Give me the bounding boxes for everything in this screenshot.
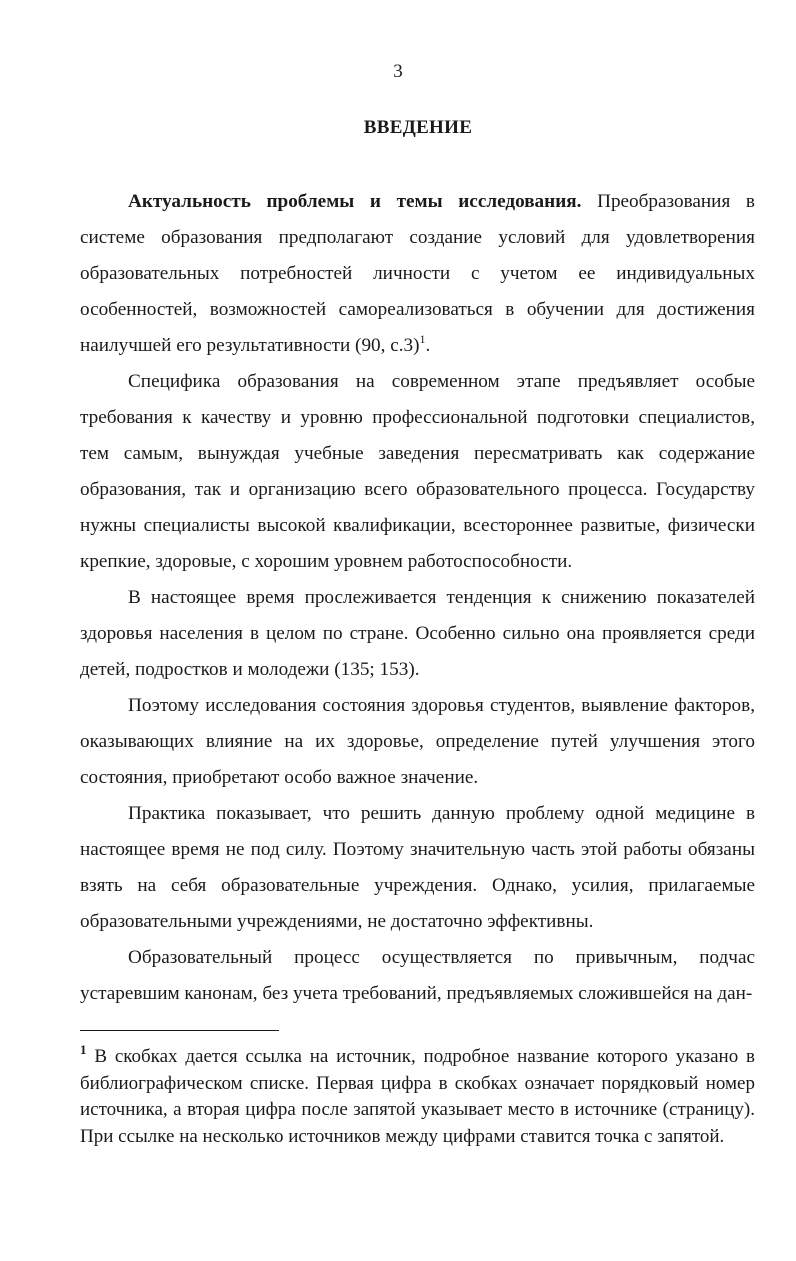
page-number: 3 — [393, 61, 403, 82]
footnote-divider — [80, 1030, 279, 1031]
paragraph-4: Поэтому исследования состояния здоровья студентов, выявление факторов, оказывающих влияние на их здоровье, определение путей улучшения этого состояния, приобретают особо важное значение. — [80, 695, 755, 788]
body-text — [80, 184, 755, 1012]
paragraph-text: Преобразования в системе образования предполагают создание условий для удовлетворения образовательных потребностей личности с учетом ее индивидуальных особенностей, возможностей самореализоваться в обучении для достижения наилучшей его результативности (90, с.3) — [80, 191, 755, 356]
paragraph-6: Образовательный процесс осуществляется по привычным, подчас устаревшим канонам, без учета требований, предъявляемых сложившейся на дан- — [80, 947, 755, 1004]
footnote-mark: 1 — [80, 1042, 87, 1057]
paragraph-1 — [80, 184, 755, 364]
footnote — [80, 1044, 755, 1150]
footnote-text: В скобках дается ссылка на источник, подробное название которого указано в библиографическом списке. Первая цифра в скобках означает порядковый номер источника, а вторая цифра после запятой указывает место в источнике (страницу). При ссылке на несколько источников между цифрами ставится точка с запятой. — [80, 1046, 755, 1147]
paragraph-lead: Актуальность проблемы и темы исследования. — [128, 191, 582, 212]
section-heading: ВВЕДЕНИЕ — [363, 117, 473, 138]
paragraph-2: Специфика образования на современном этапе предъявляет особые требования к качеству и уровню профессиональной подготовки специалистов, тем самым, вынуждая учебные заведения пересматривать как содержание образования, так и организацию всего образовательного процесса. Государству нужны специалисты высокой квалификации, всестороннее развитые, физически крепкие, здоровые, с хорошим уровнем работоспособности. — [80, 371, 755, 572]
paragraph-5: Практика показывает, что решить данную проблему одной медицине в настоящее время не под силу. Поэтому значительную часть этой работы обязаны взять на себя образовательные учреждения. Однако, усилия, прилагаемые образовательными учреждениями, не достаточно эффективны. — [80, 803, 755, 932]
paragraph-tail: . — [425, 335, 431, 356]
paragraph-3: В настоящее время прослеживается тенденция к снижению показателей здоровья населения в целом по стране. Особенно сильно она проявляется среди детей, подростков и молодежи (135; 153). — [80, 587, 755, 680]
footnote-reference[interactable]: 1 — [419, 332, 426, 346]
